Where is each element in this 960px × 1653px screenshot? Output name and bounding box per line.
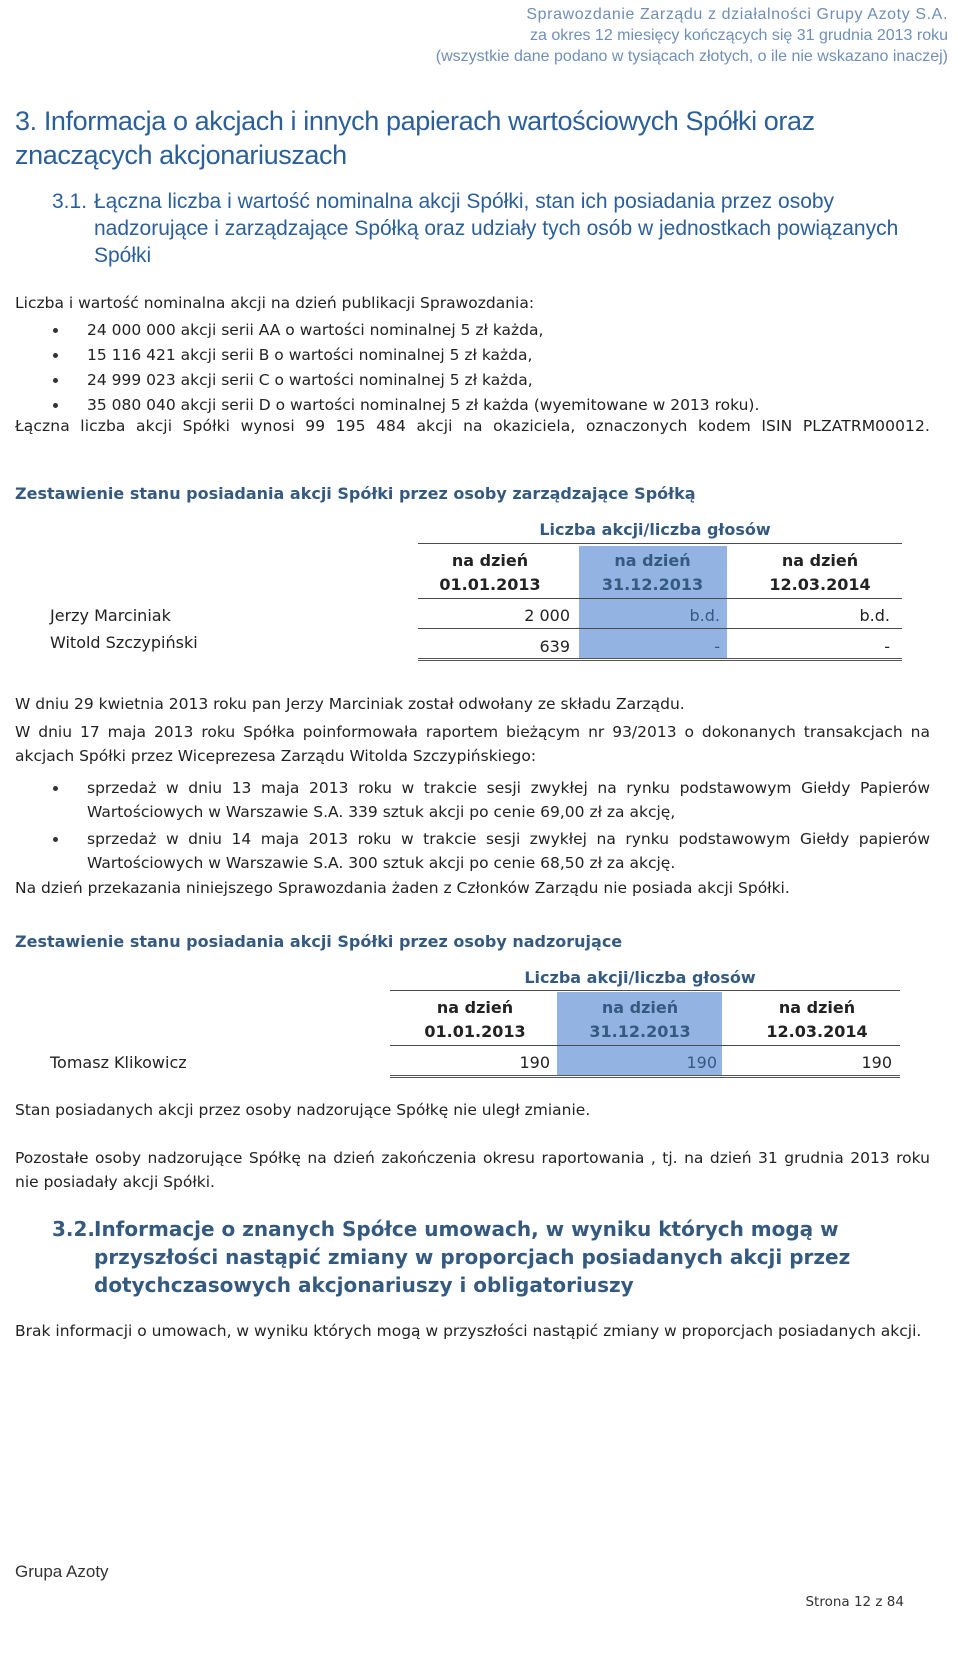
- dismissal-note: W dniu 29 kwietnia 2013 roku pan Jerzy Marciniak został odwołany ze składu Zarządu.: [15, 695, 685, 713]
- bullet-icon: [53, 378, 58, 383]
- section-3-1-heading: [52, 188, 932, 269]
- bullet-icon: [53, 353, 58, 358]
- header-underline: [390, 1045, 900, 1046]
- column-header: na dzień 12.03.2014: [769, 551, 871, 594]
- section-3-2-body: Brak informacji o umowach, w wyniku których mogą w przyszłości nastąpić zmiany w proporcjach posiadanych akcji.: [15, 1322, 922, 1340]
- table-cell: -: [884, 637, 890, 656]
- bullet-icon: [53, 786, 58, 791]
- table-cell: b.d.: [859, 606, 890, 625]
- shares-intro: Liczba i wartość nominalna akcji na dzień publikacji Sprawozdania:: [15, 294, 535, 312]
- header-underline: [418, 543, 902, 544]
- header-underline: [390, 990, 900, 991]
- column-header: na dzień 12.03.2014: [766, 998, 868, 1041]
- list-item: 24 000 000 akcji serii AA o wartości nominalnej 5 zł każda,: [15, 318, 930, 343]
- column-header: na dzień 31.12.2013: [589, 998, 691, 1041]
- transactions-list: [15, 776, 930, 875]
- header-underline: [418, 598, 902, 599]
- report-period: za okres 12 miesięcy kończących się 31 grudnia 2013 roku: [530, 27, 948, 44]
- list-item: sprzedaż w dniu 13 maja 2013 roku w trakcie sesji zwykłej na rynku podstawowym Giełdy Papierów Wartościowych w Warszawie S.A. 339 sztuk akcji po cenie 69,00 zł za akcję,: [15, 776, 930, 824]
- column-header: na dzień 31.12.2013: [601, 551, 704, 594]
- shares-series-list: [15, 318, 930, 418]
- table-row-name: Tomasz Klikowicz: [50, 1053, 187, 1072]
- footer-company: Grupa Azoty: [15, 1562, 109, 1581]
- list-item: 35 080 040 akcji serii D o wartości nominalnej 5 zł każda (wyemitowane w 2013 roku).: [15, 393, 930, 418]
- sup-unchanged-note: Stan posiadanych akcji przez osoby nadzorujące Spółkę nie uległ zmianie.: [15, 1101, 591, 1119]
- table-cell: 190: [861, 1053, 892, 1072]
- page-number: Strona 12 z 84: [805, 1594, 904, 1610]
- table-bottom-rule: [390, 1075, 900, 1078]
- list-item: sprzedaż w dniu 14 maja 2013 roku w trakcie sesji zwykłej na rynku podstawowym Giełdy papierów Wartościowych w Warszawie S.A. 300 sztuk akcji po cenie 68,50 zł za akcję.: [15, 827, 930, 875]
- mgmt-table-title: Zestawienie stanu posiadania akcji Spółki przez osoby zarządzające Spółką: [15, 484, 696, 503]
- table-row-name: Jerzy Marciniak: [50, 606, 171, 625]
- section-3-heading: 3. Informacja o akcjach i innych papierach wartościowych Spółki oraz znaczących akcjonariuszach: [15, 106, 815, 170]
- table-cell: 190: [686, 1053, 717, 1072]
- report-units-note: (wszystkie dane podano w tysiącach złotych, o ile nie wskazano inaczej): [435, 48, 948, 65]
- table-cell: 190: [519, 1053, 550, 1072]
- report-header: [436, 4, 948, 67]
- section-3-2-title: Informacje o znanych Spółce umowach, w wyniku których mogą w przyszłości nastąpić zmiany w proporcjach posiadanych akcji przez dotychczasowych akcjonariuszy i obligatoriuszy: [94, 1217, 851, 1297]
- column-header: na dzień 01.01.2013: [439, 551, 541, 594]
- table-group-header: Liczba akcji/liczba głosów: [524, 968, 756, 987]
- transaction-note: W dniu 17 maja 2013 roku Spółka poinformowała raportem bieżącym nr 93/2013 o dokonanych transakcjach na akcjach Spółki przez Wiceprezesa Zarządu Witolda Szczypińskiego:: [15, 723, 930, 765]
- report-title: Sprawozdanie Zarządu z działalności Grupy Azoty S.A.: [526, 6, 948, 23]
- table-bottom-rule: [418, 658, 902, 661]
- table-cell: 639: [539, 637, 570, 656]
- total-shares-text: Łączna liczba akcji Spółki wynosi 99 195 484 akcji na okaziciela, oznaczonych kodem ISIN PLZATRM00012.: [15, 417, 930, 435]
- table-cell: 2 000: [524, 606, 570, 625]
- bullet-icon: [53, 837, 58, 842]
- section-3-2-number: 3.2.: [52, 1217, 96, 1241]
- section-3-2-heading: [52, 1215, 932, 1299]
- table-group-header: Liczba akcji/liczba głosów: [539, 520, 771, 539]
- section-3-1-title: Łączna liczba i wartość nominalna akcji Spółki, stan ich posiadania przez osoby nadzorujące i zarządzające Spółką oraz udziały tych osób w jednostkach powiązanych Spółki: [94, 190, 899, 267]
- row-divider: [418, 628, 902, 629]
- board-no-shares-note: Na dzień przekazania niniejszego Sprawozdania żaden z Członków Zarządu nie posiada akcji Spółki.: [15, 879, 790, 897]
- section-3-1-number: 3.1.: [52, 190, 88, 213]
- list-item: 24 999 023 akcji serii C o wartości nominalnej 5 zł każda,: [15, 368, 930, 393]
- table-cell: b.d.: [689, 606, 720, 625]
- bullet-icon: [53, 403, 58, 408]
- table-cell: -: [714, 637, 720, 656]
- list-item: 15 116 421 akcji serii B o wartości nominalnej 5 zł każda,: [15, 343, 930, 368]
- bullet-icon: [53, 328, 58, 333]
- column-header: na dzień 01.01.2013: [424, 998, 526, 1041]
- table-row-name: Witold Szczypiński: [50, 633, 198, 652]
- sup-others-note: Pozostałe osoby nadzorujące Spółkę na dzień zakończenia okresu raportowania , tj. na dzień 31 grudnia 2013 roku nie posiadały akcji Spółki.: [15, 1149, 930, 1191]
- sup-table-title: Zestawienie stanu posiadania akcji Spółki przez osoby nadzorujące: [15, 932, 623, 951]
